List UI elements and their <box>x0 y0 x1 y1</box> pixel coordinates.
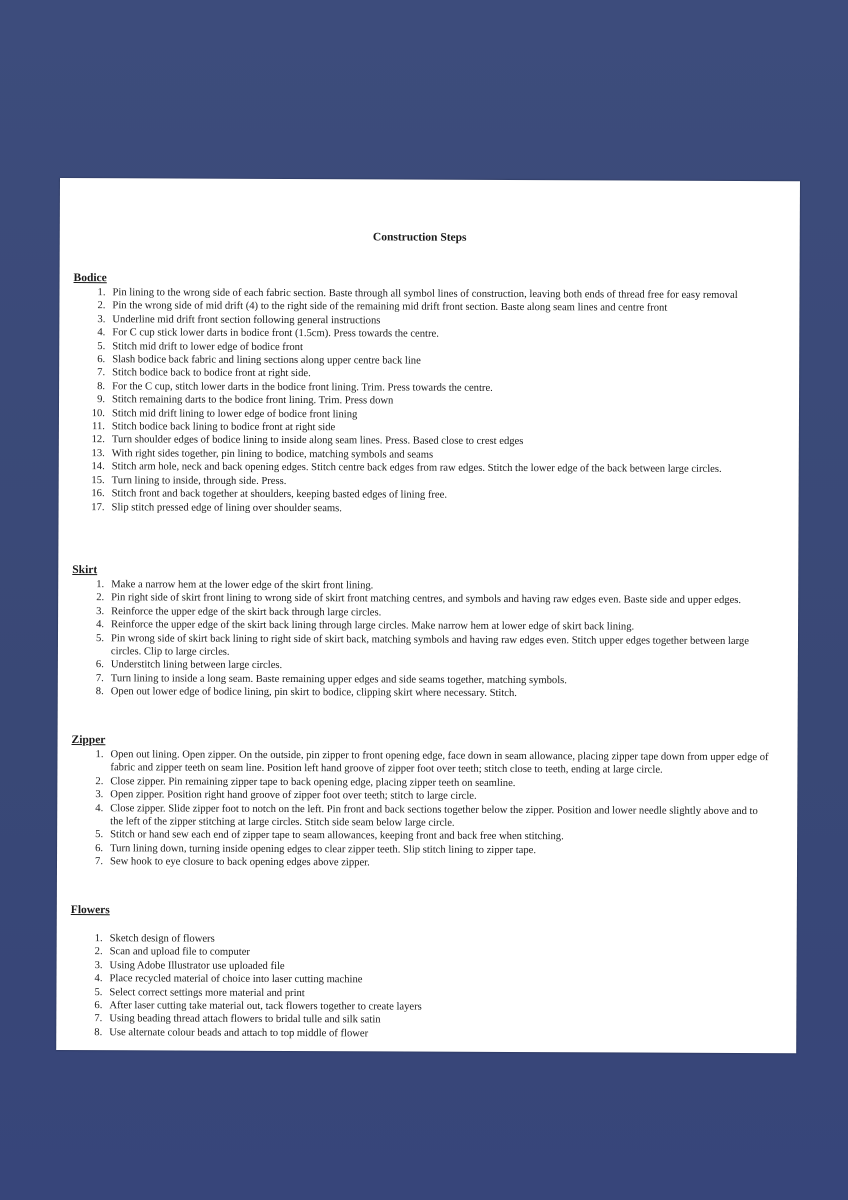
step-number: 7. <box>95 856 104 868</box>
section-heading-flowers: Flowers <box>70 904 110 917</box>
step-item <box>71 748 771 778</box>
step-number: 4. <box>97 327 106 339</box>
step-item <box>71 802 771 832</box>
step-number: 2. <box>94 946 103 958</box>
step-list-bodice <box>73 286 774 517</box>
step-number: 2. <box>95 775 104 788</box>
step-text: Stitch mid drift lining to lower edge of bodice front lining <box>111 407 358 420</box>
step-number: 6. <box>95 659 104 671</box>
step-text: Place recycled material of choice into laser cutting machine <box>109 973 363 986</box>
step-text: For the C cup, stitch lower darts in the bodice front lining. Trim. Press towards the centre. <box>112 381 493 394</box>
step-number: 8. <box>97 381 106 393</box>
step-text: Scan and upload file to computer <box>109 946 250 959</box>
step-number: 13. <box>91 448 105 460</box>
step-number: 8. <box>95 686 104 698</box>
step-text: Underline mid drift front section following general instructions <box>112 314 381 327</box>
step-number: 1. <box>94 933 103 945</box>
step-number: 5. <box>97 340 106 352</box>
step-number: 14. <box>91 461 105 473</box>
step-number: 10. <box>91 407 105 419</box>
step-text: Stitch bodice back to bodice front at right side. <box>112 367 311 380</box>
step-item <box>71 855 771 871</box>
step-number: 7. <box>95 673 104 685</box>
section-heading-skirt: Skirt <box>72 564 98 577</box>
step-item <box>72 632 772 662</box>
step-text: Open out lining. Open zipper. On the outside, pin zipper to front opening edge, face down in seam allowance, placing zipper tape down from upper edge of fabric and zipper teeth on seam line. Position left hand groove of zipper foot over teeth; stitch close to teeth, ending at large circle. <box>110 749 769 777</box>
step-number: 7. <box>94 1013 103 1025</box>
step-text: With right sides together, pin lining to bodice, matching symbols and seams <box>111 448 434 461</box>
step-text: Stitch remaining darts to the bodice front lining. Trim. Press down <box>112 394 394 407</box>
step-number: 4. <box>96 619 105 631</box>
step-text: Pin the wrong side of mid drift (4) to the right side of the remaining mid drift front section. Baste along seam lines and centre front <box>112 300 668 315</box>
step-number: 5. <box>94 986 103 998</box>
step-number: 15. <box>91 474 105 486</box>
step-item <box>70 1026 770 1042</box>
step-text: Using Adobe Illustrator use uploaded file <box>109 960 285 972</box>
step-text: Stitch mid drift to lower edge of bodice front <box>112 340 303 353</box>
step-item <box>72 685 772 701</box>
step-text: Stitch bodice back lining to bodice front at right side <box>111 421 336 434</box>
document-sheet <box>56 178 800 1053</box>
step-text: Pin lining to the wrong side of each fabric section. Baste through all symbol lines of construction, leaving both ends of thread free for easy removal <box>112 287 738 301</box>
step-number: 6. <box>97 354 106 366</box>
step-text: Open out lower edge of bodice lining, pin skirt to bodice, clipping skirt where necessary. Stitch. <box>110 686 517 700</box>
step-number: 5. <box>95 829 104 841</box>
step-text: For C cup stick lower darts in bodice front (1.5cm). Press towards the centre. <box>112 327 439 340</box>
step-text: After laser cutting take material out, tack flowers together to create layers <box>109 1000 422 1013</box>
step-number: 17. <box>91 501 105 513</box>
step-text: Close zipper. Slide zipper foot to notch on the left. Pin front and back sections together below the zipper. Position and lower needle slightly above and to the left of the zipper stitching at large circles. Stitch side seam below large circle. <box>110 802 758 829</box>
step-number: 4. <box>95 802 104 814</box>
step-number: 6. <box>94 1000 103 1012</box>
step-list-flowers <box>70 932 770 1042</box>
step-number: 2. <box>96 592 105 604</box>
step-text: Close zipper. Pin remaining zipper tape to back opening edge, placing zipper teeth on seamline. <box>110 776 516 789</box>
step-text: Reinforce the upper edge of the skirt back through large circles. <box>111 606 382 619</box>
document-title: Construction Steps <box>372 231 467 244</box>
step-text: Understitch lining between large circles. <box>110 659 283 672</box>
section-skirt <box>72 564 773 702</box>
step-number: 9. <box>97 394 106 406</box>
step-text: Pin right side of skirt front lining to wrong side of skirt front matching centres, and symbols and having raw edges even. Baste side and upper edges. <box>111 592 742 607</box>
step-text: Using beading thread attach flowers to bridal tulle and silk satin <box>109 1013 381 1026</box>
step-text: Stitch arm hole, neck and back opening edges. Stitch centre back edges from raw edges. Stitch the lower edge of the back between large circles. <box>111 461 722 476</box>
step-text: Turn lining to inside a long seam. Baste remaining upper edges and side seams together, matching symbols. <box>110 673 567 687</box>
step-text: Open zipper. Position right hand groove of zipper foot over teeth; stitch to large circle. <box>110 789 477 803</box>
step-text: Stitch front and back together at shoulders, keeping basted edges of lining free. <box>111 488 448 501</box>
step-item <box>73 501 773 517</box>
section-zipper <box>71 734 772 872</box>
step-number: 11. <box>92 421 105 433</box>
step-number: 3. <box>97 313 106 326</box>
step-text: Sketch design of flowers <box>109 933 215 945</box>
step-number: 8. <box>94 1027 103 1039</box>
step-text: Slash bodice back fabric and lining sections along upper centre back line <box>112 354 421 367</box>
section-flowers <box>70 904 771 1042</box>
step-number: 6. <box>95 843 104 855</box>
step-number: 16. <box>91 488 105 500</box>
step-number: 7. <box>97 367 106 379</box>
step-number: 1. <box>96 579 105 591</box>
section-heading-zipper: Zipper <box>71 734 106 747</box>
step-number: 3. <box>95 789 104 801</box>
step-text: Reinforce the upper edge of the skirt back lining through large circles. Make narrow hem at lower edge of skirt back lining. <box>111 619 635 633</box>
step-text: Turn shoulder edges of bodice lining to inside along seam lines. Press. Based close to crest edges <box>111 434 524 448</box>
section-heading-bodice: Bodice <box>73 272 107 285</box>
step-text: Stitch or hand sew each end of zipper tape to seam allowances, keeping front and back free when stitching. <box>110 829 564 843</box>
step-number: 5. <box>96 632 105 644</box>
step-text: Use alternate colour beads and attach to top middle of flower <box>109 1027 369 1040</box>
step-number: 1. <box>95 749 104 761</box>
step-number: 3. <box>94 959 103 972</box>
step-text: Slip stitch pressed edge of lining over shoulder seams. <box>111 501 342 514</box>
section-bodice <box>73 272 774 517</box>
step-number: 3. <box>96 605 105 618</box>
step-number: 12. <box>91 434 105 446</box>
step-text: Make a narrow hem at the lower edge of the skirt front lining. <box>111 579 374 592</box>
step-number: 2. <box>97 300 106 312</box>
step-text: Sew hook to eye closure to back opening edges above zipper. <box>109 856 370 869</box>
step-number: 4. <box>94 973 103 985</box>
step-list-zipper <box>71 748 772 872</box>
step-number: 1. <box>97 287 106 299</box>
step-text: Select correct settings more material and print <box>109 986 305 999</box>
step-text: Turn lining to inside, through side. Press. <box>111 474 287 487</box>
step-text: Turn lining down, turning inside opening edges to clear zipper teeth. Slip stitch lining to zipper tape. <box>110 843 537 856</box>
step-text: Pin wrong side of skirt back lining to right side of skirt back, matching symbols and having raw edges even. Stitch upper edges together between large circles. Clip to large circles. <box>110 632 749 658</box>
step-list-skirt <box>72 578 773 702</box>
